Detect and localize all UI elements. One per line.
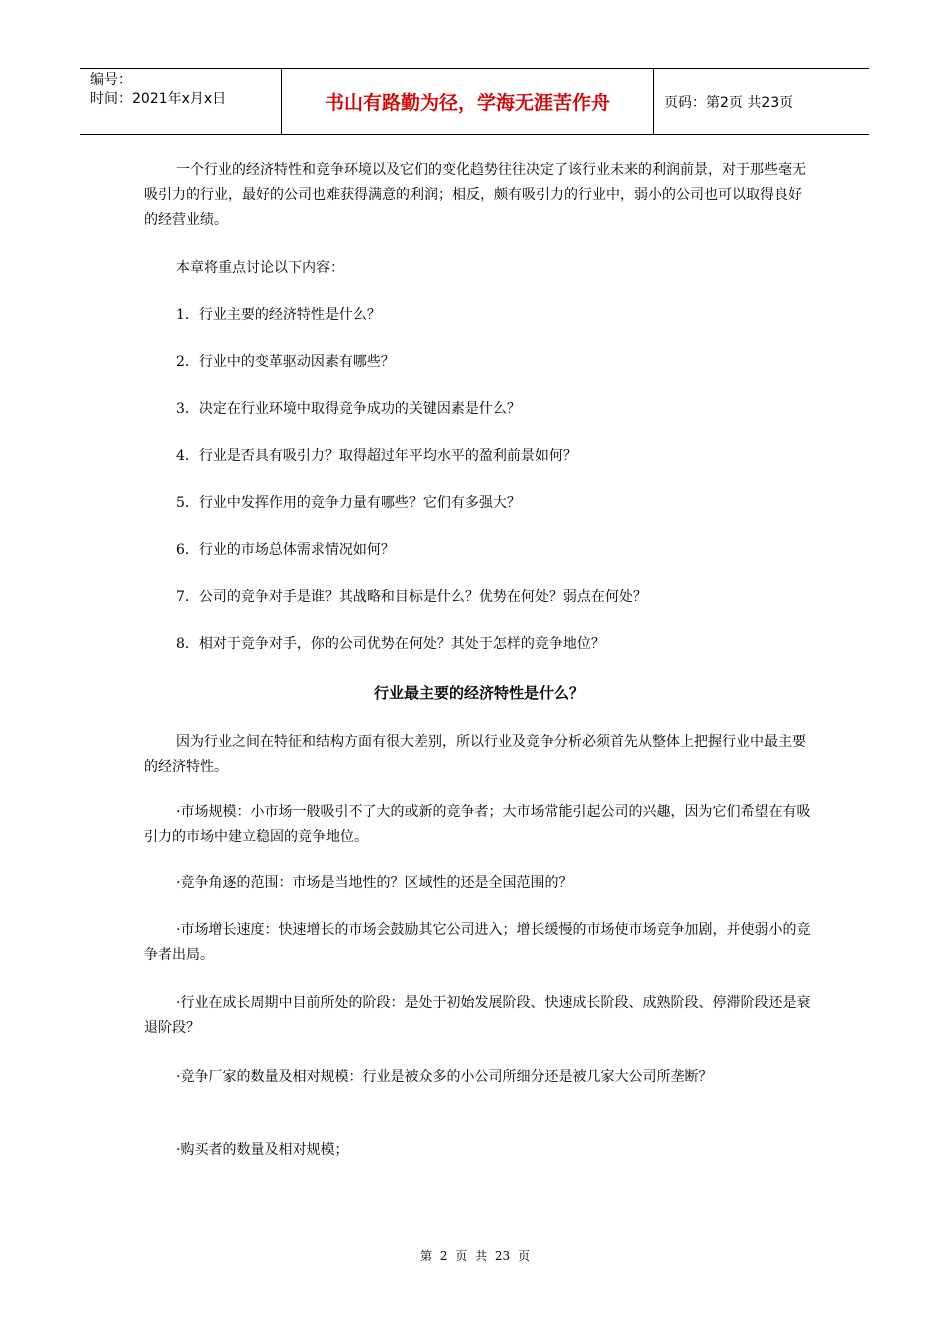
question-item: 5．行业中发挥作用的竞争力量有哪些？它们有多强大？ bbox=[176, 495, 521, 511]
number-label: 编号： bbox=[90, 72, 132, 88]
header-page-info: 页码：第2页 共23页 bbox=[664, 94, 794, 111]
section-heading: 行业最主要的经济特性是什么？ bbox=[373, 684, 584, 702]
bullet-item: ·竞争厂家的数量及相对规模：行业是被众多的小公司所细分还是被几家大公司所垄断？ bbox=[176, 1069, 713, 1085]
bullet-item: ·竞争角逐的范围：市场是当地性的？区域性的还是全国范围的？ bbox=[176, 875, 573, 891]
question-item: 8．相对于竞争对手，你的公司优势在何处？其处于怎样的竞争地位？ bbox=[176, 636, 605, 652]
time-label: 时间：2021年x月x日 bbox=[90, 91, 227, 107]
question-item: 6．行业的市场总体需求情况如何？ bbox=[176, 542, 395, 558]
bullet-item: ·购买者的数量及相对规模； bbox=[176, 1142, 349, 1158]
page-header bbox=[80, 68, 869, 135]
bullet-item: ·市场规模：小市场一般吸引不了大的或新的竞争者；大市场常能引起公司的兴趣，因为它们希望在有吸引力的市场中建立稳固的竞争地位。 bbox=[144, 804, 811, 845]
header-motto: 书山有路勤为径，学海无涯苦作舟 bbox=[282, 69, 654, 134]
question-item: 7．公司的竞争对手是谁？其战略和目标是什么？优势在何处？弱点在何处？ bbox=[176, 589, 647, 605]
intro-paragraph: 一个行业的经济特性和竞争环境以及它们的变化趋势往往决定了该行业未来的利润前景，对于那些毫无吸引力的行业，最好的公司也难获得满意的利润；相反，颇有吸引力的行业中，弱小的公司也可以取得良好的经营业绩。 bbox=[144, 162, 806, 228]
header-meta bbox=[80, 69, 282, 134]
page-footer: 第 2 页 共 23 页 bbox=[420, 1249, 530, 1263]
bullet-item: ·行业在成长周期中目前所处的阶段：是处于初始发展阶段、快速成长阶段、成熟阶段、停滞阶段还是衰退阶段？ bbox=[144, 995, 811, 1036]
question-item: 2．行业中的变革驱动因素有哪些？ bbox=[176, 354, 395, 370]
section-intro: 因为行业之间在特征和结构方面有很大差别，所以行业及竞争分析必须首先从整体上把握行业中最主要的经济特性。 bbox=[144, 734, 806, 775]
question-item: 3．决定在行业环境中取得竞争成功的关键因素是什么？ bbox=[176, 401, 521, 417]
chapter-intro: 本章将重点讨论以下内容： bbox=[176, 260, 344, 276]
bullet-item: ·市场增长速度：快速增长的市场会鼓励其它公司进入；增长缓慢的市场使市场竞争加剧，并使弱小的竞争者出局。 bbox=[144, 922, 811, 963]
question-item: 1．行业主要的经济特性是什么？ bbox=[176, 307, 381, 323]
question-item: 4．行业是否具有吸引力？取得超过年平均水平的盈利前景如何？ bbox=[176, 448, 577, 464]
